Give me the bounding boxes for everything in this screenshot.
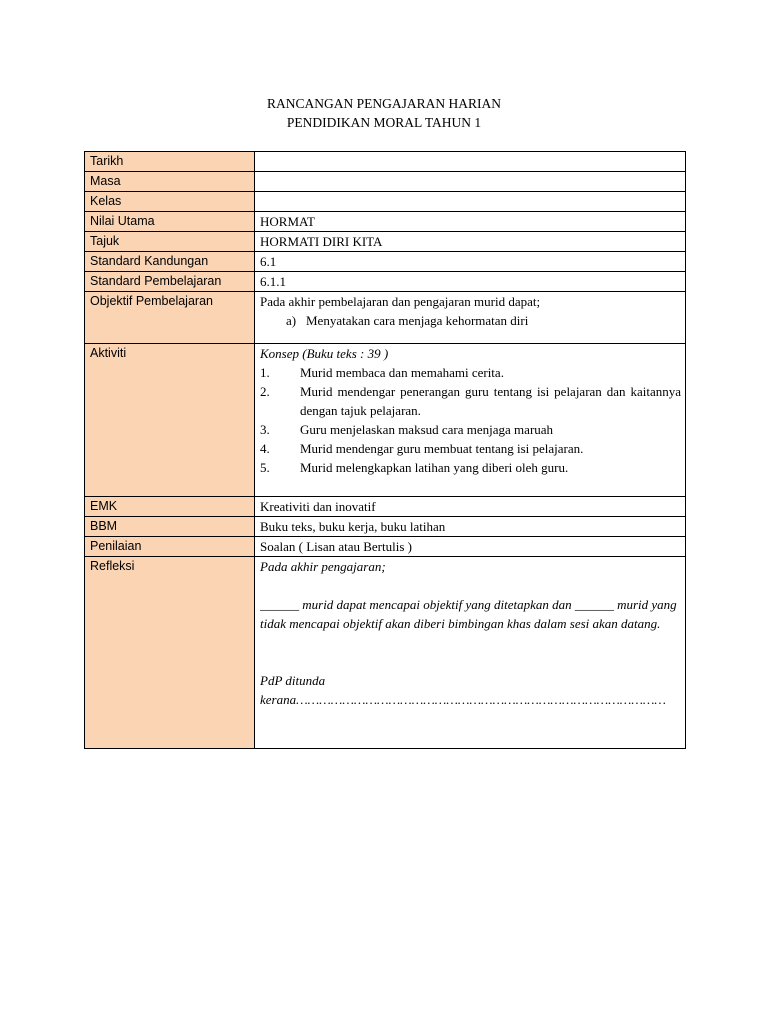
tajuk-label: Tajuk xyxy=(85,232,255,252)
document-subtitle: PENDIDIKAN MORAL TAHUN 1 xyxy=(286,115,482,130)
refleksi-intro: Pada akhir pengajaran; xyxy=(260,559,386,574)
table-row-standard-kandungan xyxy=(85,252,686,272)
nilai-utama-label: Nilai Utama xyxy=(85,212,255,232)
aktiviti-label: Aktiviti xyxy=(85,344,255,497)
standard-pembelajaran-value: 6.1.1 xyxy=(255,272,686,292)
aktiviti-list xyxy=(260,363,681,477)
list-item xyxy=(260,458,681,477)
list-item-number: 5. xyxy=(260,460,270,475)
table-row-kelas xyxy=(85,192,686,212)
objektif-item-text: Menyatakan cara menjaga kehormatan diri xyxy=(306,313,529,328)
document-title: RANCANGAN PENGAJARAN HARIAN xyxy=(266,96,501,111)
table-row-nilai-utama xyxy=(85,212,686,232)
list-item xyxy=(260,363,681,382)
list-item-number: 2. xyxy=(260,384,270,399)
table-row-tajuk xyxy=(85,232,686,252)
list-item xyxy=(260,420,681,439)
list-item xyxy=(260,382,681,420)
emk-value: Kreativiti dan inovatif xyxy=(255,497,686,517)
table-row-tarikh xyxy=(85,152,686,172)
table-row-penilaian xyxy=(85,537,686,557)
table-row-bbm xyxy=(85,517,686,537)
masa-label: Masa xyxy=(85,172,255,192)
objektif-label: Objektif Pembelajaran xyxy=(85,292,255,344)
lesson-plan-table xyxy=(84,151,686,749)
list-item-text: Murid mendengar guru membuat tentang isi pelajaran. xyxy=(300,441,584,456)
objektif-value xyxy=(255,292,686,344)
tarikh-label: Tarikh xyxy=(85,152,255,172)
list-item-text: Murid membaca dan memahami cerita. xyxy=(300,365,504,380)
penilaian-label: Penilaian xyxy=(85,537,255,557)
bbm-label: BBM xyxy=(85,517,255,537)
list-item-text: Guru menjelaskan maksud cara menjaga maruah xyxy=(300,422,554,437)
refleksi-kerana: kerana…………………………………………………………………………………… xyxy=(260,692,666,707)
table-row-aktiviti xyxy=(85,344,686,497)
bbm-value: Buku teks, buku kerja, buku latihan xyxy=(255,517,686,537)
objektif-intro: Pada akhir pembelajaran dan pengajaran murid dapat; xyxy=(260,294,541,309)
table-row-objektif xyxy=(85,292,686,344)
list-item xyxy=(260,439,681,458)
penilaian-value: Soalan ( Lisan atau Bertulis ) xyxy=(255,537,686,557)
nilai-utama-value: HORMAT xyxy=(255,212,686,232)
table-row-masa xyxy=(85,172,686,192)
objektif-item xyxy=(260,311,681,330)
standard-pembelajaran-label: Standard Pembelajaran xyxy=(85,272,255,292)
kelas-value[interactable] xyxy=(255,192,686,212)
objektif-item-marker: a) xyxy=(286,313,297,328)
emk-label: EMK xyxy=(85,497,255,517)
list-item-text: Murid melengkapkan latihan yang diberi oleh guru. xyxy=(300,460,569,475)
kelas-label: Kelas xyxy=(85,192,255,212)
refleksi-pdp: PdP ditunda xyxy=(260,673,326,688)
refleksi-label: Refleksi xyxy=(85,557,255,749)
aktiviti-konsep: Konsep (Buku teks : 39 ) xyxy=(260,346,389,361)
table-row-refleksi xyxy=(85,557,686,749)
aktiviti-value xyxy=(255,344,686,497)
tarikh-value[interactable] xyxy=(255,152,686,172)
tajuk-value: HORMATI DIRI KITA xyxy=(255,232,686,252)
masa-value[interactable] xyxy=(255,172,686,192)
list-item-number: 1. xyxy=(260,365,270,380)
table-row-emk xyxy=(85,497,686,517)
standard-kandungan-value: 6.1 xyxy=(255,252,686,272)
table-row-standard-pembelajaran xyxy=(85,272,686,292)
refleksi-value xyxy=(255,557,686,749)
list-item-text: Murid mendengar penerangan guru tentang isi pelajaran dan kaitannya dengan tajuk pelajaran. xyxy=(300,384,681,418)
list-item-number: 4. xyxy=(260,441,270,456)
refleksi-body: ______ murid dapat mencapai objektif yang ditetapkan dan ______ murid yang tidak mencapai objektif akan diberi bimbingan khas dalam sesi akan datang. xyxy=(260,597,677,631)
standard-kandungan-label: Standard Kandungan xyxy=(85,252,255,272)
list-item-number: 3. xyxy=(260,422,270,437)
